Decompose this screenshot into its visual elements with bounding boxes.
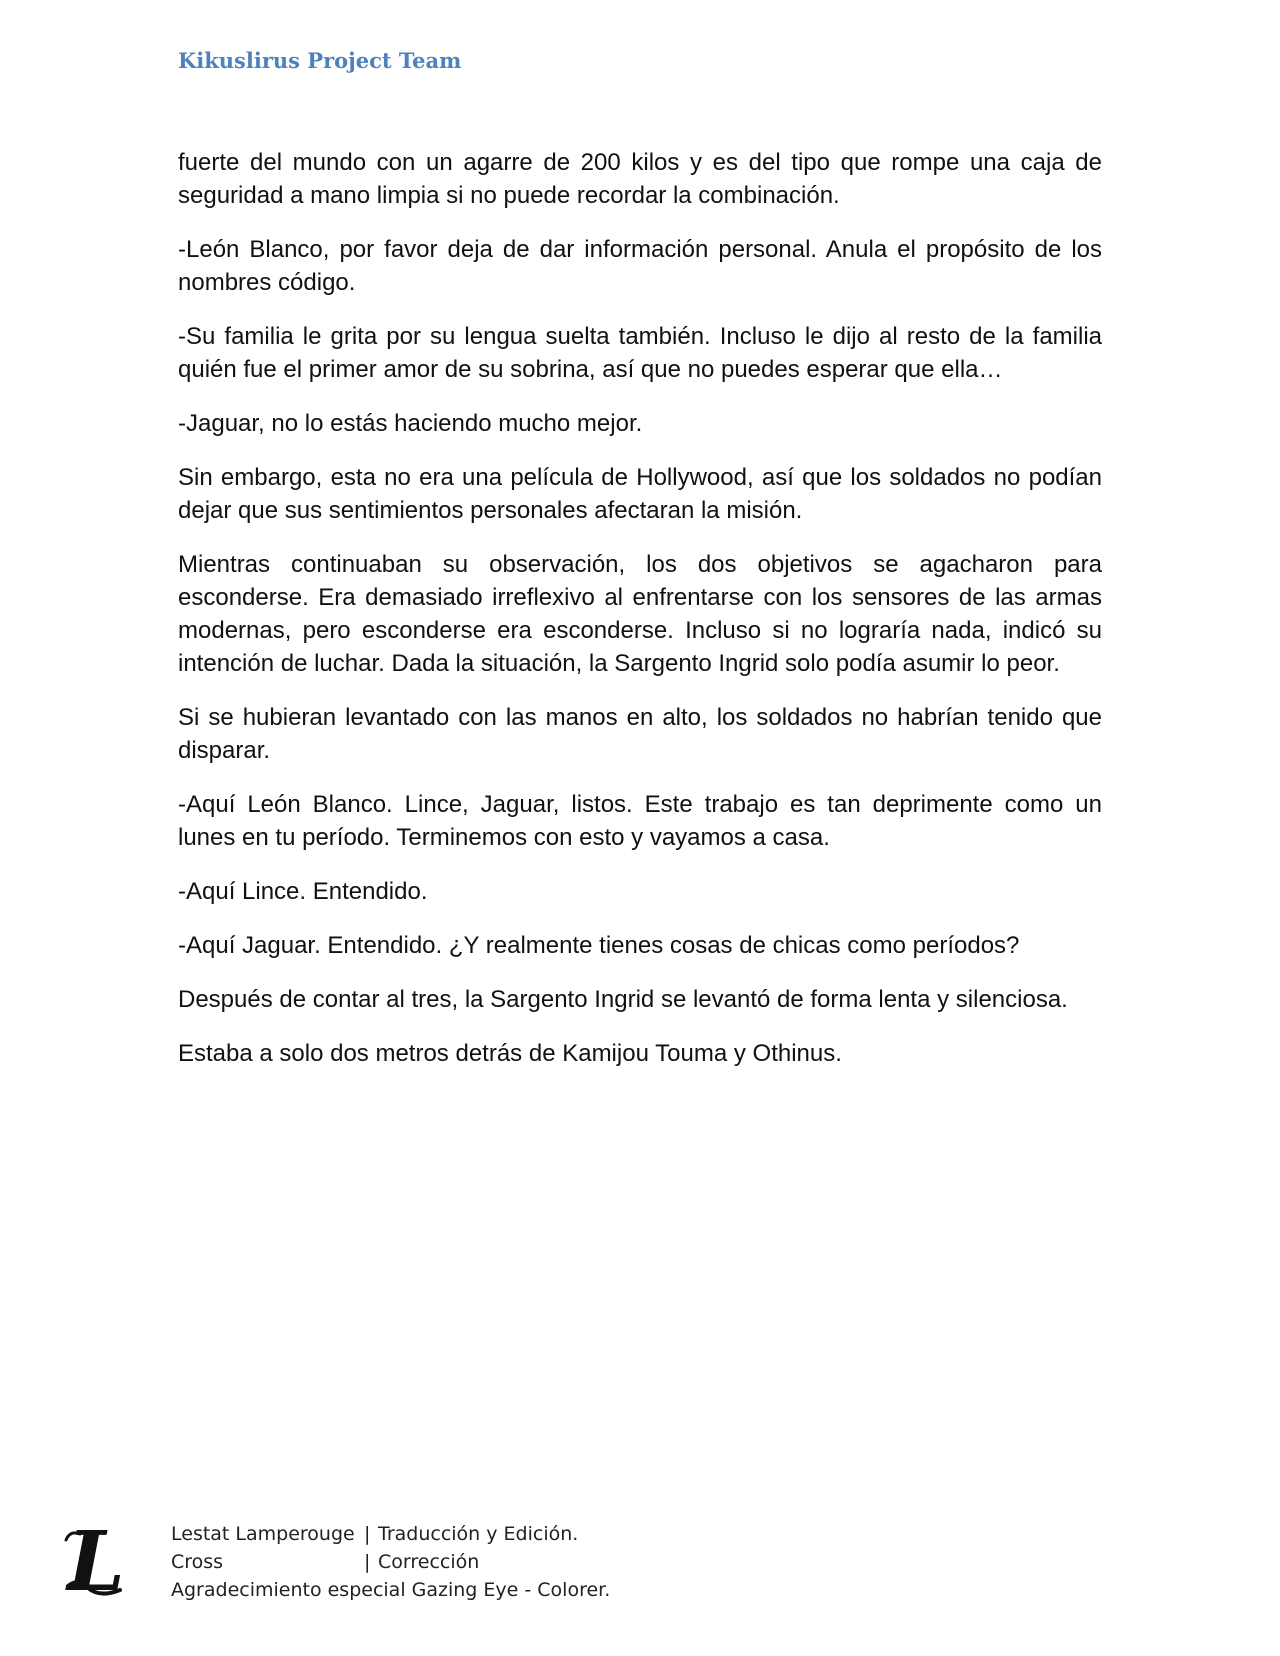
credit-role: Corrección xyxy=(378,1551,480,1573)
paragraph: fuerte del mundo con un agarre de 200 kilos y es del tipo que rompe una caja de seguridad a mano limpia si no puede recordar la combinación. xyxy=(178,149,1102,209)
page-footer xyxy=(60,1520,1160,1630)
credit-separator: | xyxy=(364,1523,371,1545)
paragraph: -Su familia le grita por su lengua suelta también. Incluso le dijo al resto de la familia quién fue el primer amor de su sobrina, así que no puedes esperar que ella… xyxy=(178,323,1102,383)
document-body xyxy=(178,146,1102,1091)
paragraph: Después de contar al tres, la Sargento Ingrid se levantó de forma lenta y silenciosa. xyxy=(178,986,1068,1013)
credit-name: Cross xyxy=(171,1551,224,1573)
paragraph: -Aquí León Blanco. Lince, Jaguar, listos. Este trabajo es tan deprimente como un lunes en tu período. Terminemos con esto y vayamos a casa. xyxy=(178,791,1102,851)
paragraph: -Aquí Jaguar. Entendido. ¿Y realmente tienes cosas de chicas como períodos? xyxy=(178,932,1020,959)
credit-row xyxy=(171,1548,610,1576)
footer-credits xyxy=(171,1520,610,1604)
logo-letter: L xyxy=(67,1520,125,1600)
gothic-l-logo-icon xyxy=(60,1520,132,1600)
paragraph: Mientras continuaban su observación, los dos objetivos se agacharon para esconderse. Era demasiado irreflexivo al enfrentarse con los sensores de las armas modernas, pero esconderse era esconderse. Incluso si no lograría nada, indicó su intención de luchar. Dada la situación, la Sargento Ingrid solo podía asumir lo peor. xyxy=(178,551,1102,677)
page-header-team: Kikuslirus Project Team xyxy=(178,48,462,73)
credit-separator: | xyxy=(364,1551,371,1573)
credit-role: Traducción y Edición. xyxy=(378,1523,579,1545)
special-thanks: Agradecimiento especial Gazing Eye - Colorer. xyxy=(171,1579,611,1601)
paragraph: Si se hubieran levantado con las manos en alto, los soldados no habrían tenido que disparar. xyxy=(178,704,1102,764)
credit-row xyxy=(171,1520,610,1548)
paragraph: -Aquí Lince. Entendido. xyxy=(178,878,428,905)
paragraph: -Jaguar, no lo estás haciendo mucho mejor. xyxy=(178,410,643,437)
paragraph: -León Blanco, por favor deja de dar información personal. Anula el propósito de los nombres código. xyxy=(178,236,1102,296)
paragraph: Sin embargo, esta no era una película de Hollywood, así que los soldados no podían dejar que sus sentimientos personales afectaran la misión. xyxy=(178,464,1102,524)
credit-name: Lestat Lamperouge xyxy=(171,1523,355,1545)
paragraph: Estaba a solo dos metros detrás de Kamijou Touma y Othinus. xyxy=(178,1040,842,1067)
